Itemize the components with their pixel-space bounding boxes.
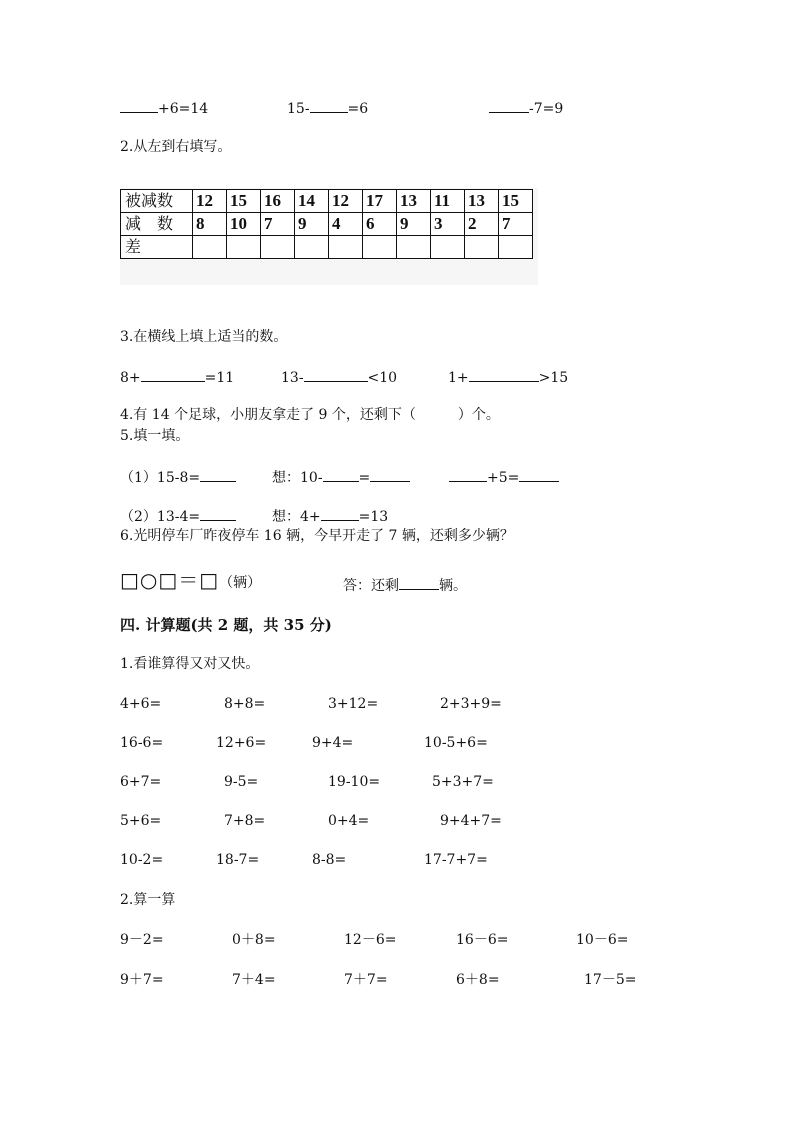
minuend-cell: 15 [227,190,261,213]
calc-problem: 5+6= [120,813,162,829]
fill-blank-q5-1c [449,467,559,487]
equation-text: +5= [487,470,520,486]
subtrahend-cell: 7 [499,213,533,236]
answer-blank[interactable] [370,467,410,482]
minuend-cell: 11 [431,190,465,213]
fill-blank-1 [120,98,208,118]
fill-blank-q5-2b [272,506,388,526]
calc-problem: 7＋7= [344,972,388,988]
calc-problem: 9+4= [312,735,354,751]
minuend-cell: 16 [261,190,295,213]
difference-cell[interactable] [329,236,363,259]
answer-blank[interactable] [304,367,368,382]
equation-text: -7=9 [529,101,564,117]
calc-problem: 5+3+7= [432,774,494,790]
calc-problem: 17-7+7= [424,852,488,868]
equation-text: <10 [367,370,398,386]
minuend-cell: 13 [465,190,499,213]
subtrahend-cell: 9 [397,213,431,236]
difference-cell[interactable] [193,236,227,259]
question-6-text: 6.光明停车厂昨夜停车 16 辆，今早开走了 7 辆，还剩多少辆？ [120,528,514,544]
calc-problem: 6＋8= [456,972,500,988]
calc-problem: 4+6= [120,696,162,712]
row-label: 减 数 [121,213,193,236]
row-label: 差 [121,236,193,259]
minuend-cell: 15 [499,190,533,213]
minuend-cell: 13 [397,190,431,213]
answer-line [343,575,467,595]
calc-problem: 9＋7= [120,972,164,988]
calc-problem: 8-8= [312,852,347,868]
minuend-row [121,190,533,213]
calc-problem: 12－6= [344,932,397,948]
difference-cell[interactable] [499,236,533,259]
equation-text: =6 [347,101,369,117]
answer-prefix: 答：还剩 [343,578,399,594]
answer-suffix: 辆。 [439,578,467,594]
subtrahend-row [121,213,533,236]
calc-problem: 18-7= [216,852,260,868]
answer-blank[interactable] [200,467,236,482]
calc-problem: 8+8= [224,696,266,712]
equation-symbols: □○□＝□ [120,568,220,592]
equation-text: 想：4+ [272,509,321,525]
calc-1-title: 1.看谁算得又对又快。 [120,656,260,672]
answer-blank[interactable] [200,506,236,521]
calc-problem: 16-6= [120,735,164,751]
unit-label: （辆） [219,575,262,591]
calc-problem: 7＋4= [232,972,276,988]
question-5-title: 5.填一填。 [120,428,190,444]
fill-blank-q3-1 [120,367,234,387]
calc-problem: 17－5= [584,972,637,988]
answer-blank[interactable] [399,575,439,590]
fill-blank-2 [287,98,368,118]
difference-cell[interactable] [465,236,499,259]
equation-text: >15 [538,370,569,386]
question-4-text: 4.有 14 个足球，小朋友拿走了 9 个，还剩下（ ）个。 [120,407,500,423]
difference-cell[interactable] [363,236,397,259]
subtrahend-cell: 3 [431,213,465,236]
difference-row [121,236,533,259]
calc-problem: 9－2= [120,932,164,948]
minuend-cell: 12 [193,190,227,213]
fill-blank-q5-1b [272,467,410,487]
equation-text: （1）15-8= [120,470,201,486]
subtrahend-cell: 2 [465,213,499,236]
calc-problem: 3+12= [328,696,379,712]
minuend-cell: 14 [295,190,329,213]
fill-blank-q3-2 [281,367,397,387]
minuend-cell: 17 [363,190,397,213]
fill-blank-q5-1a [120,467,236,487]
answer-blank[interactable] [141,367,205,382]
question-3-title: 3.在横线上填上适当的数。 [120,329,288,345]
equation-text: 8+ [120,370,141,386]
equation-text: =13 [358,509,389,525]
calc-problem: 10-5+6= [424,735,488,751]
section-4-heading: 四. 计算题(共 2 题，共 35 分) [120,616,332,634]
equation-text: = [358,470,371,486]
calc-problem: 0＋8= [232,932,276,948]
calc-2-title: 2.算一算 [120,892,176,908]
subtrahend-cell: 4 [329,213,363,236]
difference-cell[interactable] [431,236,465,259]
difference-cell[interactable] [397,236,431,259]
equation-text: 13- [281,370,304,386]
calc-problem: 6+7= [120,774,162,790]
calc-problem: 2+3+9= [440,696,502,712]
calc-problem: 10-2= [120,852,164,868]
equation-text: 1+ [448,370,469,386]
calc-problem: 10－6= [576,932,629,948]
calc-problem: 0+4= [328,813,370,829]
answer-blank[interactable] [489,98,529,113]
subtrahend-cell: 9 [295,213,329,236]
question-2-title: 2.从左到右填写。 [120,139,232,155]
difference-cell[interactable] [227,236,261,259]
equation-symbols-line [120,568,262,592]
subtraction-table [120,189,533,259]
subtrahend-cell: 6 [363,213,397,236]
answer-blank[interactable] [519,467,559,482]
subtrahend-cell: 10 [227,213,261,236]
subtrahend-cell: 8 [193,213,227,236]
calc-problem: 9+4+7= [440,813,502,829]
fill-blank-q5-2a [120,506,236,526]
difference-cell[interactable] [261,236,295,259]
equation-text: （2）13-4= [120,509,201,525]
minuend-cell: 12 [329,190,363,213]
calc-problem: 16－6= [456,932,509,948]
answer-blank[interactable] [321,506,359,521]
equation-text: 想：10- [272,470,323,486]
calc-problem: 19-10= [328,774,381,790]
equation-text: =11 [204,370,235,386]
answer-blank[interactable] [120,98,158,113]
calc-problem: 9-5= [224,774,259,790]
fill-blank-q3-3 [448,367,568,387]
fill-blank-3 [489,98,563,118]
calc-problem: 7+8= [224,813,266,829]
equation-text: +6=14 [158,101,209,117]
equation-text: 15- [287,101,310,117]
answer-blank[interactable] [323,467,359,482]
answer-blank[interactable] [310,98,348,113]
row-label: 被减数 [121,190,193,213]
answer-blank[interactable] [469,367,539,382]
subtrahend-cell: 7 [261,213,295,236]
difference-cell[interactable] [295,236,329,259]
calc-problem: 12+6= [216,735,267,751]
answer-blank[interactable] [449,467,487,482]
